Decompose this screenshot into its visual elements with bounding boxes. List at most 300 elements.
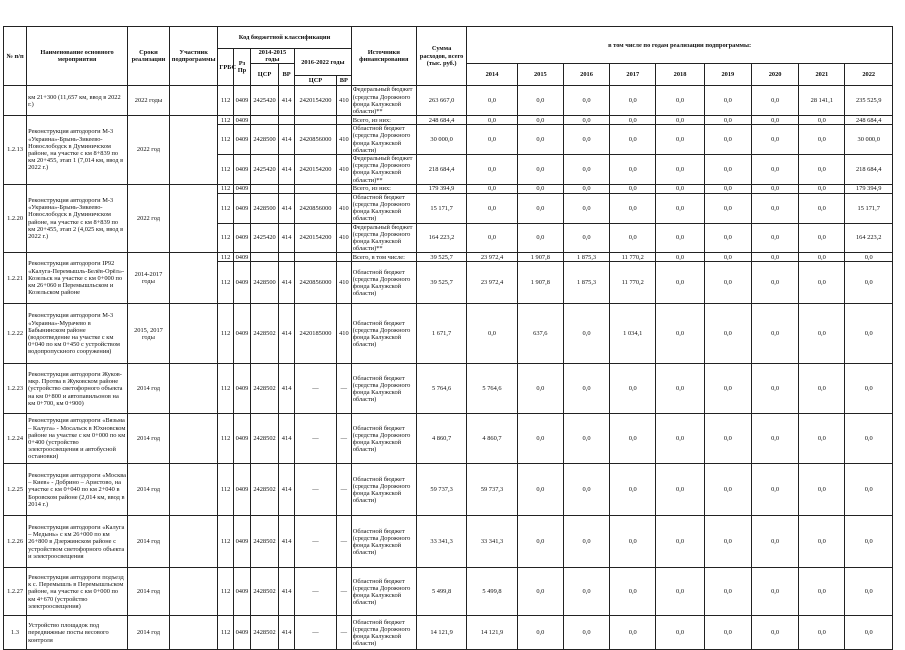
cell-year-2018: 0,0 xyxy=(656,516,704,568)
cell-year-2017: 0,0 xyxy=(610,155,656,185)
cell-grbs: 112 xyxy=(218,568,234,616)
cell-grbs: 112 xyxy=(218,304,234,364)
cell-year-2015: 0,0 xyxy=(517,414,563,464)
cell-year-2016: 0,0 xyxy=(563,155,609,185)
cell-year-2021: 28 141,1 xyxy=(799,86,845,116)
cell-year-2017: 0,0 xyxy=(610,568,656,616)
cell-vr-2 xyxy=(336,184,351,193)
cell-year-2019: 0,0 xyxy=(704,155,751,185)
cell-year-2020: 0,0 xyxy=(751,155,798,185)
cell-rzpr: 0409 xyxy=(234,414,251,464)
cell-year-2017: 0,0 xyxy=(610,125,656,155)
cell-year-2020: 0,0 xyxy=(751,223,798,253)
cell-year-2018: 0,0 xyxy=(656,262,704,304)
cell-year-2021: 0,0 xyxy=(799,253,845,262)
cell-year-2021: 0,0 xyxy=(799,262,845,304)
cell-rzpr: 0409 xyxy=(234,125,251,155)
header-year-2016: 2016 xyxy=(563,64,609,86)
row-number: 1.2.24 xyxy=(4,414,27,464)
cell-year-2014: 23 972,4 xyxy=(467,253,517,262)
cell-sum: 59 737,3 xyxy=(416,464,466,516)
budget-table xyxy=(3,26,893,650)
cell-year-2014: 23 972,4 xyxy=(467,262,517,304)
row-measure-name: Реконструкция автодороги М-3 «Украина»-Брынь-Зикеево-Новослободск в Думиничском районе, на участке с км 8+839 по км 20+455, этап 1 (7,014 км, ввод в 2022 г.) xyxy=(27,116,128,185)
cell-year-2019: 0,0 xyxy=(704,262,751,304)
cell-year-2016: 1 875,3 xyxy=(563,262,609,304)
row-number: 1.3 xyxy=(4,616,27,650)
cell-year-2018: 0,0 xyxy=(656,116,704,125)
cell-vr-2: 410 xyxy=(336,86,351,116)
cell-year-2018: 0,0 xyxy=(656,125,704,155)
header-year-2017: 2017 xyxy=(610,64,656,86)
cell-rzpr: 0409 xyxy=(234,116,251,125)
header-vr-2: ВР xyxy=(336,76,351,86)
cell-vr-2: 410 xyxy=(336,125,351,155)
cell-sum: 5 764,6 xyxy=(416,364,466,414)
row-participant xyxy=(169,184,217,253)
header-vr-1: ВР xyxy=(279,64,295,86)
cell-sum: 1 671,7 xyxy=(416,304,466,364)
header-sum: Сумма расходов, всего (тыс. руб.) xyxy=(416,27,466,86)
cell-year-2022: 235 525,9 xyxy=(845,86,893,116)
cell-vr-1: 414 xyxy=(279,464,295,516)
cell-source: Областной бюджет (средства Дорожного фонда Калужской области) xyxy=(351,616,416,650)
cell-year-2022: 179 394,9 xyxy=(845,184,893,193)
cell-year-2022: 0,0 xyxy=(845,464,893,516)
cell-year-2017: 0,0 xyxy=(610,193,656,223)
cell-year-2019: 0,0 xyxy=(704,464,751,516)
cell-csr-1: 2428500 xyxy=(250,262,278,304)
table-row xyxy=(4,86,893,116)
cell-year-2021: 0,0 xyxy=(799,568,845,616)
cell-csr-1: 2428502 xyxy=(250,568,278,616)
cell-year-2020: 0,0 xyxy=(751,184,798,193)
cell-year-2019: 0,0 xyxy=(704,304,751,364)
cell-rzpr: 0409 xyxy=(234,516,251,568)
cell-year-2018: 0,0 xyxy=(656,86,704,116)
table-row xyxy=(4,116,893,125)
cell-csr-1: 2428502 xyxy=(250,516,278,568)
cell-grbs: 112 xyxy=(218,414,234,464)
cell-year-2015: 0,0 xyxy=(517,125,563,155)
cell-year-2016: 0,0 xyxy=(563,616,609,650)
cell-source: Областной бюджет (средства Дорожного фонда Калужской области) xyxy=(351,414,416,464)
cell-csr-1: 2428500 xyxy=(250,193,278,223)
cell-sum: 218 684,4 xyxy=(416,155,466,185)
row-period: 2014 год xyxy=(127,414,169,464)
cell-year-2020: 0,0 xyxy=(751,568,798,616)
row-participant xyxy=(169,116,217,185)
cell-vr-1: 414 xyxy=(279,193,295,223)
cell-vr-1: 414 xyxy=(279,616,295,650)
cell-grbs: 112 xyxy=(218,364,234,414)
row-measure-name: Реконструкция автодороги подъезд к с. Перемышль в Перемышльском районе, на участке с км 0+000 по км 4+670 (устройство электроосвещения) xyxy=(27,568,128,616)
cell-csr-2: — xyxy=(294,364,336,414)
cell-year-2014: 0,0 xyxy=(467,125,517,155)
cell-rzpr: 0409 xyxy=(234,223,251,253)
cell-csr-2: 2420154200 xyxy=(294,223,336,253)
cell-year-2021: 0,0 xyxy=(799,516,845,568)
cell-year-2019: 0,0 xyxy=(704,86,751,116)
row-measure-name: км 21+300 (11,657 км, ввод в 2022 г.) xyxy=(27,86,128,116)
cell-source: Областной бюджет (средства Дорожного фонда Калужской области) xyxy=(351,464,416,516)
cell-vr-1: 414 xyxy=(279,414,295,464)
cell-year-2014: 59 737,3 xyxy=(467,464,517,516)
cell-vr-2 xyxy=(336,253,351,262)
cell-year-2014: 0,0 xyxy=(467,223,517,253)
cell-sum: 39 525,7 xyxy=(416,253,466,262)
cell-source: Областной бюджет (средства Дорожного фонда Калужской области) xyxy=(351,516,416,568)
cell-year-2014: 0,0 xyxy=(467,304,517,364)
row-period: 2014 год xyxy=(127,568,169,616)
cell-year-2015: 0,0 xyxy=(517,616,563,650)
cell-grbs: 112 xyxy=(218,86,234,116)
cell-year-2020: 0,0 xyxy=(751,253,798,262)
cell-vr-1: 414 xyxy=(279,304,295,364)
cell-year-2019: 0,0 xyxy=(704,414,751,464)
cell-rzpr: 0409 xyxy=(234,568,251,616)
cell-csr-2: 2420856000 xyxy=(294,193,336,223)
cell-grbs: 112 xyxy=(218,193,234,223)
cell-year-2018: 0,0 xyxy=(656,616,704,650)
cell-year-2015: 0,0 xyxy=(517,516,563,568)
cell-csr-2: 2420856000 xyxy=(294,262,336,304)
cell-grbs: 112 xyxy=(218,616,234,650)
row-participant xyxy=(169,364,217,414)
cell-year-2021: 0,0 xyxy=(799,304,845,364)
cell-year-2017: 0,0 xyxy=(610,184,656,193)
cell-year-2017: 0,0 xyxy=(610,414,656,464)
cell-csr-2: — xyxy=(294,568,336,616)
row-measure-name: Устройство площадок под передвижные посты весового контроля xyxy=(27,616,128,650)
cell-year-2022: 0,0 xyxy=(845,253,893,262)
header-csr-1: ЦСР xyxy=(250,64,278,86)
cell-csr-2: 2420154200 xyxy=(294,155,336,185)
cell-year-2019: 0,0 xyxy=(704,253,751,262)
table-row xyxy=(4,253,893,262)
cell-year-2022: 15 171,7 xyxy=(845,193,893,223)
cell-year-2015: 1 907,8 xyxy=(517,262,563,304)
cell-year-2015: 0,0 xyxy=(517,364,563,414)
cell-source: Областной бюджет (средства Дорожного фонда Калужской области) xyxy=(351,125,416,155)
row-participant xyxy=(169,414,217,464)
cell-vr-1 xyxy=(279,184,295,193)
header-rzpr: Рз Пр xyxy=(234,49,251,86)
cell-year-2016: 0,0 xyxy=(563,516,609,568)
cell-rzpr: 0409 xyxy=(234,86,251,116)
cell-year-2016: 0,0 xyxy=(563,364,609,414)
cell-source: Всего, в том числе: xyxy=(351,253,416,262)
cell-year-2020: 0,0 xyxy=(751,86,798,116)
row-measure-name: Реконструкция автодороги М-3 «Украина»-Мурачево в Бабынинском районе (водоотведение на участке с км 0+040 по км 0+450 с устройством водопропускного сооружения) xyxy=(27,304,128,364)
cell-year-2021: 0,0 xyxy=(799,223,845,253)
cell-year-2017: 0,0 xyxy=(610,223,656,253)
cell-year-2017: 11 770,2 xyxy=(610,262,656,304)
cell-vr-1: 414 xyxy=(279,262,295,304)
cell-year-2022: 248 684,4 xyxy=(845,116,893,125)
cell-year-2014: 5 499,8 xyxy=(467,568,517,616)
cell-source: Областной бюджет (средства Дорожного фонда Калужской области) xyxy=(351,304,416,364)
cell-csr-2: — xyxy=(294,516,336,568)
cell-year-2016: 1 875,3 xyxy=(563,253,609,262)
row-period: 2014 год xyxy=(127,516,169,568)
cell-csr-2: — xyxy=(294,414,336,464)
cell-year-2014: 0,0 xyxy=(467,193,517,223)
cell-year-2020: 0,0 xyxy=(751,414,798,464)
cell-year-2016: 0,0 xyxy=(563,86,609,116)
cell-year-2021: 0,0 xyxy=(799,364,845,414)
cell-year-2015: 0,0 xyxy=(517,86,563,116)
cell-vr-2: 410 xyxy=(336,223,351,253)
cell-year-2017: 0,0 xyxy=(610,516,656,568)
row-number: 1.2.23 xyxy=(4,364,27,414)
header-year-2021: 2021 xyxy=(799,64,845,86)
row-number: 1.2.27 xyxy=(4,568,27,616)
cell-grbs: 112 xyxy=(218,223,234,253)
cell-grbs: 112 xyxy=(218,184,234,193)
row-number: 1.2.13 xyxy=(4,116,27,185)
cell-csr-1: 2428502 xyxy=(250,464,278,516)
header-year-2019: 2019 xyxy=(704,64,751,86)
cell-csr-1: 2425420 xyxy=(250,86,278,116)
cell-year-2015: 0,0 xyxy=(517,193,563,223)
cell-year-2018: 0,0 xyxy=(656,253,704,262)
cell-vr-2: — xyxy=(336,568,351,616)
header-participant: Участник подпрограммы xyxy=(169,27,217,86)
cell-year-2019: 0,0 xyxy=(704,516,751,568)
cell-year-2016: 0,0 xyxy=(563,193,609,223)
row-measure-name: Реконструкция автодороги «Москва – Киев» - Добрино – Аристово, на участке с км 0+040 по км 2+040 в Боровском районе (2,014 км, ввод в 2014 г.) xyxy=(27,464,128,516)
header-number: № п/п xyxy=(4,27,27,86)
cell-year-2015: 0,0 xyxy=(517,184,563,193)
cell-rzpr: 0409 xyxy=(234,155,251,185)
cell-rzpr: 0409 xyxy=(234,364,251,414)
row-number: 1.2.22 xyxy=(4,304,27,364)
row-participant xyxy=(169,253,217,304)
cell-year-2019: 0,0 xyxy=(704,568,751,616)
cell-year-2018: 0,0 xyxy=(656,184,704,193)
cell-year-2022: 0,0 xyxy=(845,516,893,568)
cell-csr-2: 2420185000 xyxy=(294,304,336,364)
cell-year-2020: 0,0 xyxy=(751,193,798,223)
header-2014-2015: 2014-2015 годы xyxy=(250,49,294,64)
cell-year-2018: 0,0 xyxy=(656,223,704,253)
cell-year-2021: 0,0 xyxy=(799,616,845,650)
cell-vr-2 xyxy=(336,116,351,125)
cell-rzpr: 0409 xyxy=(234,193,251,223)
cell-csr-1 xyxy=(250,184,278,193)
cell-year-2018: 0,0 xyxy=(656,193,704,223)
cell-year-2015: 0,0 xyxy=(517,155,563,185)
cell-year-2022: 164 223,2 xyxy=(845,223,893,253)
cell-year-2021: 0,0 xyxy=(799,155,845,185)
cell-year-2019: 0,0 xyxy=(704,223,751,253)
cell-year-2020: 0,0 xyxy=(751,364,798,414)
cell-sum: 30 000,0 xyxy=(416,125,466,155)
cell-year-2022: 218 684,4 xyxy=(845,155,893,185)
table-row xyxy=(4,516,893,568)
cell-year-2021: 0,0 xyxy=(799,414,845,464)
cell-source: Областной бюджет (средства Дорожного фонда Калужской области) xyxy=(351,193,416,223)
cell-vr-1: 414 xyxy=(279,86,295,116)
cell-sum: 164 223,2 xyxy=(416,223,466,253)
cell-csr-2: — xyxy=(294,616,336,650)
row-participant xyxy=(169,516,217,568)
row-period: 2015, 2017 годы xyxy=(127,304,169,364)
row-period: 2022 год xyxy=(127,116,169,185)
cell-year-2014: 0,0 xyxy=(467,155,517,185)
cell-csr-2 xyxy=(294,184,336,193)
table-row xyxy=(4,364,893,414)
row-participant xyxy=(169,616,217,650)
row-measure-name: Реконструкция автодороги «Вязьма – Калуга» - Мосальск в Юхновском районе на участке с км 0+000 по км 0+400 (устройство электроосвещения и автобусной остановки) xyxy=(27,414,128,464)
cell-source: Всего, из них: xyxy=(351,184,416,193)
header-source: Источники финансирования xyxy=(351,27,416,86)
cell-grbs: 112 xyxy=(218,262,234,304)
cell-vr-2: 410 xyxy=(336,304,351,364)
cell-year-2022: 0,0 xyxy=(845,616,893,650)
cell-csr-2: 2420856000 xyxy=(294,125,336,155)
cell-sum: 248 684,4 xyxy=(416,116,466,125)
cell-year-2014: 5 764,6 xyxy=(467,364,517,414)
header-year-2014: 2014 xyxy=(467,64,517,86)
row-period: 2022 годы xyxy=(127,86,169,116)
cell-year-2022: 0,0 xyxy=(845,414,893,464)
header-year-2020: 2020 xyxy=(751,64,798,86)
cell-csr-1: 2428502 xyxy=(250,616,278,650)
cell-year-2022: 0,0 xyxy=(845,364,893,414)
header-year-2015: 2015 xyxy=(517,64,563,86)
header-period: Сроки реализации xyxy=(127,27,169,86)
row-number: 1.2.26 xyxy=(4,516,27,568)
row-measure-name: Реконструкция автодороги «Калуга – Медынь» с км 26+000 по км 26+800 в Дзержинском районе с устройством светофорного объекта и электроосвещения xyxy=(27,516,128,568)
row-period: 2022 год xyxy=(127,184,169,253)
cell-grbs: 112 xyxy=(218,116,234,125)
cell-csr-1: 2425420 xyxy=(250,155,278,185)
cell-year-2019: 0,0 xyxy=(704,193,751,223)
row-period: 2014 год xyxy=(127,616,169,650)
cell-source: Областной бюджет (средства Дорожного фонда Калужской области) xyxy=(351,568,416,616)
cell-vr-2: — xyxy=(336,414,351,464)
cell-csr-1: 2428502 xyxy=(250,364,278,414)
row-participant xyxy=(169,568,217,616)
cell-year-2022: 0,0 xyxy=(845,262,893,304)
cell-vr-2: — xyxy=(336,464,351,516)
cell-year-2019: 0,0 xyxy=(704,616,751,650)
cell-source: Федеральный бюджет (средства Дорожного фонда Калужской области)** xyxy=(351,86,416,116)
cell-year-2017: 0,0 xyxy=(610,364,656,414)
cell-csr-1: 2425420 xyxy=(250,223,278,253)
header-2016-2022: 2016-2022 годы xyxy=(294,49,351,76)
cell-vr-1: 414 xyxy=(279,125,295,155)
cell-sum: 15 171,7 xyxy=(416,193,466,223)
cell-year-2015: 0,0 xyxy=(517,223,563,253)
cell-year-2016: 0,0 xyxy=(563,184,609,193)
cell-sum: 263 667,0 xyxy=(416,86,466,116)
header-name: Наименование основного мероприятия xyxy=(27,27,128,86)
cell-year-2017: 1 034,1 xyxy=(610,304,656,364)
cell-source: Областной бюджет (средства Дорожного фонда Калужской области) xyxy=(351,364,416,414)
cell-grbs: 112 xyxy=(218,125,234,155)
cell-rzpr: 0409 xyxy=(234,304,251,364)
cell-year-2016: 0,0 xyxy=(563,414,609,464)
budget-body xyxy=(4,86,893,650)
cell-source: Всего, из них: xyxy=(351,116,416,125)
cell-year-2022: 30 000,0 xyxy=(845,125,893,155)
header-csr-2: ЦСР xyxy=(294,76,336,86)
cell-vr-1: 414 xyxy=(279,364,295,414)
cell-year-2017: 0,0 xyxy=(610,116,656,125)
cell-year-2020: 0,0 xyxy=(751,516,798,568)
cell-year-2014: 4 860,7 xyxy=(467,414,517,464)
cell-year-2022: 0,0 xyxy=(845,568,893,616)
cell-year-2019: 0,0 xyxy=(704,184,751,193)
cell-vr-2: 410 xyxy=(336,193,351,223)
cell-year-2021: 0,0 xyxy=(799,464,845,516)
cell-year-2020: 0,0 xyxy=(751,464,798,516)
cell-year-2020: 0,0 xyxy=(751,616,798,650)
cell-csr-1: 2428502 xyxy=(250,414,278,464)
cell-year-2022: 0,0 xyxy=(845,304,893,364)
cell-year-2018: 0,0 xyxy=(656,568,704,616)
cell-year-2015: 1 907,8 xyxy=(517,253,563,262)
cell-year-2016: 0,0 xyxy=(563,464,609,516)
cell-csr-2: 2420154200 xyxy=(294,86,336,116)
cell-year-2016: 0,0 xyxy=(563,223,609,253)
cell-vr-2: 410 xyxy=(336,262,351,304)
cell-year-2018: 0,0 xyxy=(656,364,704,414)
cell-year-2018: 0,0 xyxy=(656,414,704,464)
row-number: 1.2.21 xyxy=(4,253,27,304)
cell-year-2017: 11 770,2 xyxy=(610,253,656,262)
cell-sum: 4 860,7 xyxy=(416,414,466,464)
cell-csr-2 xyxy=(294,116,336,125)
budget-document-page xyxy=(3,26,893,648)
cell-year-2014: 33 341,3 xyxy=(467,516,517,568)
cell-source: Федеральный бюджет (средства Дорожного фонда Калужской области)** xyxy=(351,155,416,185)
cell-csr-2 xyxy=(294,253,336,262)
cell-year-2014: 0,0 xyxy=(467,184,517,193)
cell-grbs: 112 xyxy=(218,464,234,516)
cell-vr-1: 414 xyxy=(279,223,295,253)
cell-year-2020: 0,0 xyxy=(751,262,798,304)
cell-vr-2: — xyxy=(336,516,351,568)
table-row xyxy=(4,616,893,650)
cell-year-2019: 0,0 xyxy=(704,125,751,155)
cell-csr-1 xyxy=(250,116,278,125)
row-period: 2014 год xyxy=(127,364,169,414)
header-budget-code: Код бюджетной классификации xyxy=(218,27,351,49)
table-row xyxy=(4,568,893,616)
row-participant xyxy=(169,464,217,516)
cell-rzpr: 0409 xyxy=(234,184,251,193)
cell-vr-2: 410 xyxy=(336,155,351,185)
cell-year-2015: 0,0 xyxy=(517,464,563,516)
cell-csr-1: 2428500 xyxy=(250,125,278,155)
cell-vr-1: 414 xyxy=(279,155,295,185)
cell-year-2018: 0,0 xyxy=(656,464,704,516)
cell-year-2019: 0,0 xyxy=(704,116,751,125)
cell-year-2017: 0,0 xyxy=(610,616,656,650)
row-number xyxy=(4,86,27,116)
cell-rzpr: 0409 xyxy=(234,464,251,516)
header-year-2018: 2018 xyxy=(656,64,704,86)
row-period: 2014-2017 годы xyxy=(127,253,169,304)
header-grbs: ГРБС xyxy=(218,49,234,86)
cell-year-2021: 0,0 xyxy=(799,116,845,125)
cell-rzpr: 0409 xyxy=(234,616,251,650)
cell-year-2020: 0,0 xyxy=(751,125,798,155)
